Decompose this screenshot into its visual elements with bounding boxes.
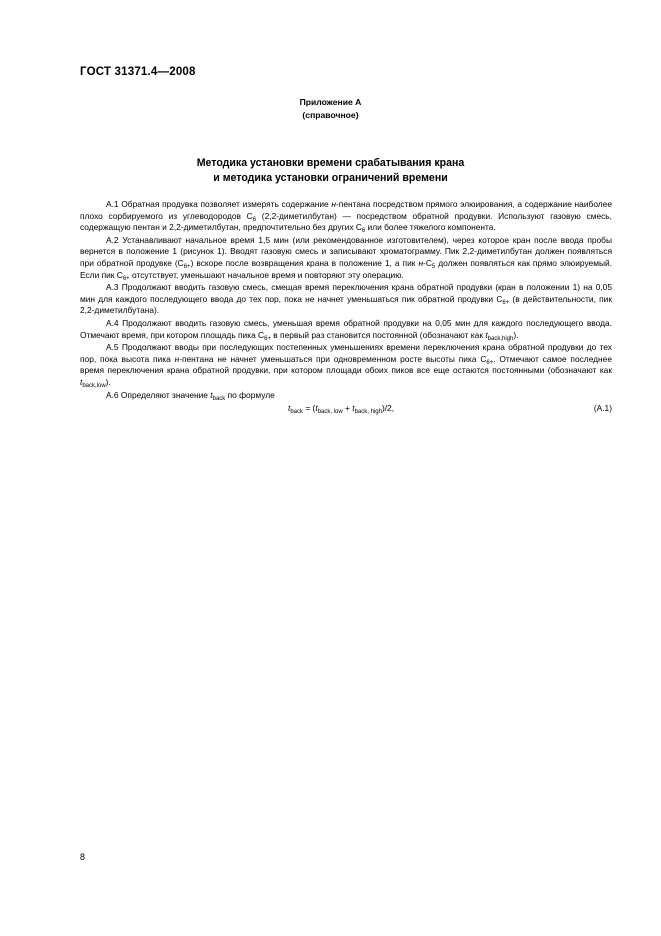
subscript: 5 <box>431 263 436 270</box>
text-run: А.2 Устанавливают начальное время 1,5 мин (или рекомендованное изготовителем), через которое кран после ввода пробы вернется в положение 1 (рисунок 1). Вводят газовую смесь и записывают хроматограмму. Пик 2,2-диметилбутан должен появляться при обратной продувке (С <box>80 234 612 268</box>
subscript: 6+ <box>183 263 191 270</box>
text-run: А.4 Продолжают вводить газовую смесь, уменьшая время обратной продувки на 0,05 мин для каждого последующего ввода. Отмечают время, при котором площадь пика С <box>80 317 612 340</box>
italic-run: н <box>174 353 180 364</box>
page-number: 8 <box>80 852 86 862</box>
appendix-label: Приложение А <box>299 97 362 107</box>
paragraph-a5 <box>80 342 612 388</box>
document-header: ГОСТ 31371.4—2008 <box>80 66 196 78</box>
text-run: в первый раз становится постоянной (обозначают как <box>270 329 486 340</box>
section-title-line-2: и методика установки ограничений времени <box>213 171 448 184</box>
text-run: отсутствует, уменьшают начальное время и повторяют эту операцию. <box>129 269 404 280</box>
formula-expression <box>288 403 394 415</box>
formula-operator: + <box>342 403 353 414</box>
paragraph-a6 <box>80 390 612 402</box>
paragraph-a4 <box>80 318 612 341</box>
subscript: 6 <box>252 216 257 223</box>
formula-symbol: t <box>288 403 291 414</box>
text-run: А.5 Продолжают вводы при последующих постепенных уменьшениях времени переключения крана обратной продувки до тех пор, пока высота пика <box>80 342 612 364</box>
text-run: (2,2-диметилбутан) — посредством обратной продувки. Используют газовую смесь, содержащую пентан и 2,2-диметилбутан, предпочтительно без других С <box>80 210 612 233</box>
italic-run: н <box>331 199 337 209</box>
text-run: А.1 Обратная продувка позволяет измерять содержание <box>106 199 332 209</box>
text-run: -пентана не начнет уменьшаться при одновременном росте высоты пика С <box>179 353 487 364</box>
text-run: должен появляться как прямо элюируемый. Если пик С <box>80 257 612 280</box>
formula-symbol: t <box>352 403 355 414</box>
italic-run: t <box>485 329 488 340</box>
text-run: А.6 Определяют значение <box>106 389 211 400</box>
subscript: 6 <box>361 228 366 235</box>
text-run: или более тяжелого компонента. <box>365 222 496 233</box>
subscript: 6+ <box>264 335 271 342</box>
subscript: 6+ <box>486 359 494 366</box>
subscript: back,low <box>82 382 106 389</box>
body-text <box>80 199 612 419</box>
italic-run: t <box>210 389 213 400</box>
subscript: back, low <box>317 409 343 416</box>
text-run: ). <box>513 329 519 340</box>
formula-operator: = ( <box>303 403 316 414</box>
subscript: 6+ <box>502 299 510 306</box>
formula-operator: )/2, <box>381 403 395 414</box>
subscript: back, high <box>354 409 382 416</box>
text-run: -С <box>423 257 432 268</box>
text-run: ). <box>105 376 111 387</box>
paragraph-a3 <box>80 282 612 317</box>
subscript: back <box>290 409 304 416</box>
appendix-type: (справочное) <box>302 109 359 120</box>
paragraph-a1 <box>80 199 612 234</box>
text-run: . Отмечают самое последнее время переключения крана обратной продувки, при котором площади обоих пиков все еще остаются постоянными (обозначают как <box>80 353 612 376</box>
italic-run: t <box>80 376 83 387</box>
text-run: -пентана посредством прямого элюирования, а содержание наиболее плохо сорбируемого из углеводородов С <box>80 199 612 221</box>
text-run: ) вскоре после возвращения крана в положение 1, а пик <box>190 257 419 268</box>
section-title-line-1: Методика установки времени срабатывания крана <box>196 157 465 169</box>
appendix-heading <box>0 96 661 121</box>
subscript: 6+ <box>122 275 130 282</box>
formula-a1 <box>80 403 612 419</box>
subscript: back,high <box>487 335 514 342</box>
subscript: back <box>212 395 226 402</box>
text-run: А.3 Продолжают вводить газовую смесь, смещая время переключения крана обратной продувки (кран в положении 1) на 0,05 мин для каждого последующего ввода до тех пор, пока не начнет уменьшаться пик обратной продувки С <box>80 282 612 304</box>
section-title <box>0 156 661 185</box>
formula-number: (А.1) <box>593 403 612 414</box>
paragraph-a2 <box>80 235 612 281</box>
formula-symbol: t <box>315 403 318 414</box>
italic-run: н <box>418 257 424 268</box>
text-run: (в действительности, пик 2,2-диметилбутана). <box>80 293 613 316</box>
text-run: по формуле <box>225 389 275 400</box>
